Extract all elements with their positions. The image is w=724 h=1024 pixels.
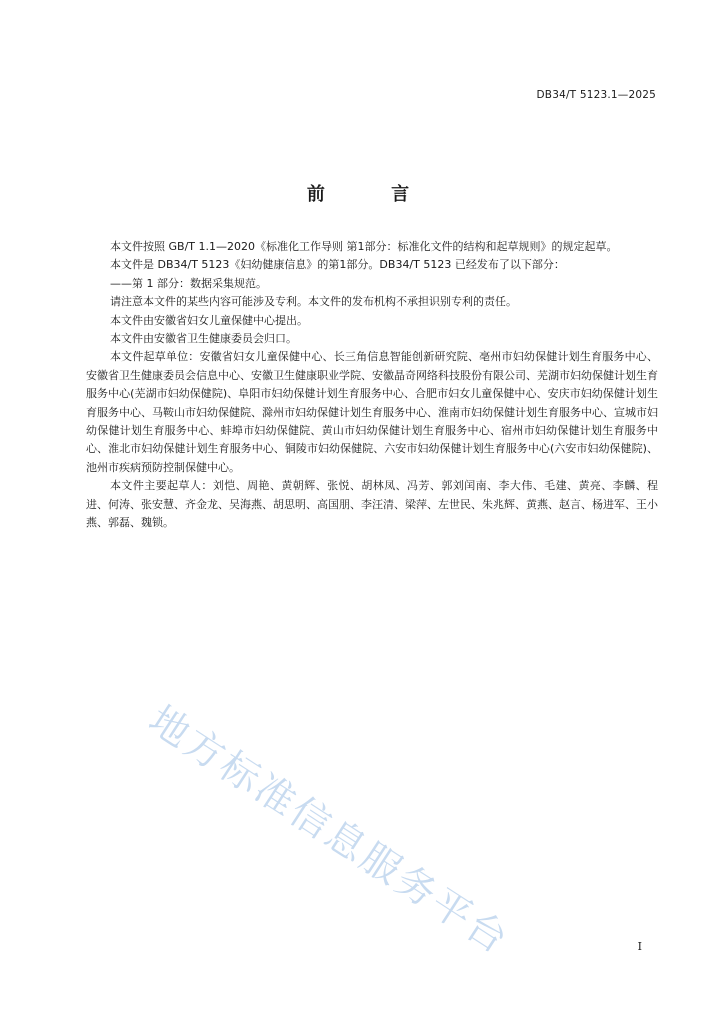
paragraph-drafting-rules: 本文件按照 GB/T 1.1—2020《标准化工作导则 第1部分：标准化文件的结构和起草规则》的规定起草。: [110, 240, 618, 253]
paragraph-part-info: 本文件是 DB34/T 5123《妇幼健康信息》的第1部分。DB34/T 5123 已经发布了以下部分：: [110, 258, 565, 272]
page-number: I: [637, 940, 642, 953]
paragraph-patent-notice: 请注意本文件的某些内容可能涉及专利。本文件的发布机构不承担识别专利的责任。: [110, 295, 517, 309]
paragraph-drafting-units: 本文件起草单位：安徽省妇女儿童保健中心、长三角信息智能创新研究院、亳州市妇幼保健计划生育服务中心、安徽省卫生健康委员会信息中心、安徽卫生健康职业学院、安徽晶奇网络科技股份有限公司、芜湖市妇幼保健计划生育服务中心(芜湖市妇幼保健院)、阜阳市妇幼保健计划生育服务中心、合肥市妇女儿童保健中心、安庆市妇幼保健计划生育服务中心、马鞍山市妇幼保健院、滁州市妇幼保健计划生育服务中心、淮南市妇幼保健计划生育服务中心、宣城市妇幼保健计划生育服务中心、蚌埠市妇幼保健院、黄山市妇幼保健计划生育服务中心、宿州市妇幼保健计划生育服务中心、淮北市妇幼保健计划生育服务中心、铜陵市妇幼保健院、六安市妇幼保健计划生育服务中心(六安市妇幼保健院)、池州市疾病预防控制保健中心。: [86, 350, 658, 474]
document-code: DB34/T 5123.1—2025: [536, 89, 656, 101]
watermark: 地方标准信息服务平台: [140, 697, 518, 965]
paragraph-administrator: 本文件由安徽省卫生健康委员会归口。: [110, 332, 297, 346]
page-title: 前 言: [306, 184, 440, 205]
paragraph-part-list-item: ——第 1 部分：数据采集规范。: [110, 276, 267, 290]
paragraph-proposer: 本文件由安徽省妇女儿童保健中心提出。: [110, 313, 308, 327]
foreword-body: [86, 238, 658, 533]
paragraph-drafters: 本文件主要起草人：刘恺、周艳、黄朝辉、张悦、胡林凤、冯芳、郭刘闰南、李大伟、毛建、黄亮、李麟、程进、何涛、张安慧、齐金龙、吴海燕、胡思明、高国朋、李汪清、梁萍、左世民、朱兆辉、黄燕、赵言、杨进军、王小燕、郭磊、魏锁。: [86, 479, 658, 530]
